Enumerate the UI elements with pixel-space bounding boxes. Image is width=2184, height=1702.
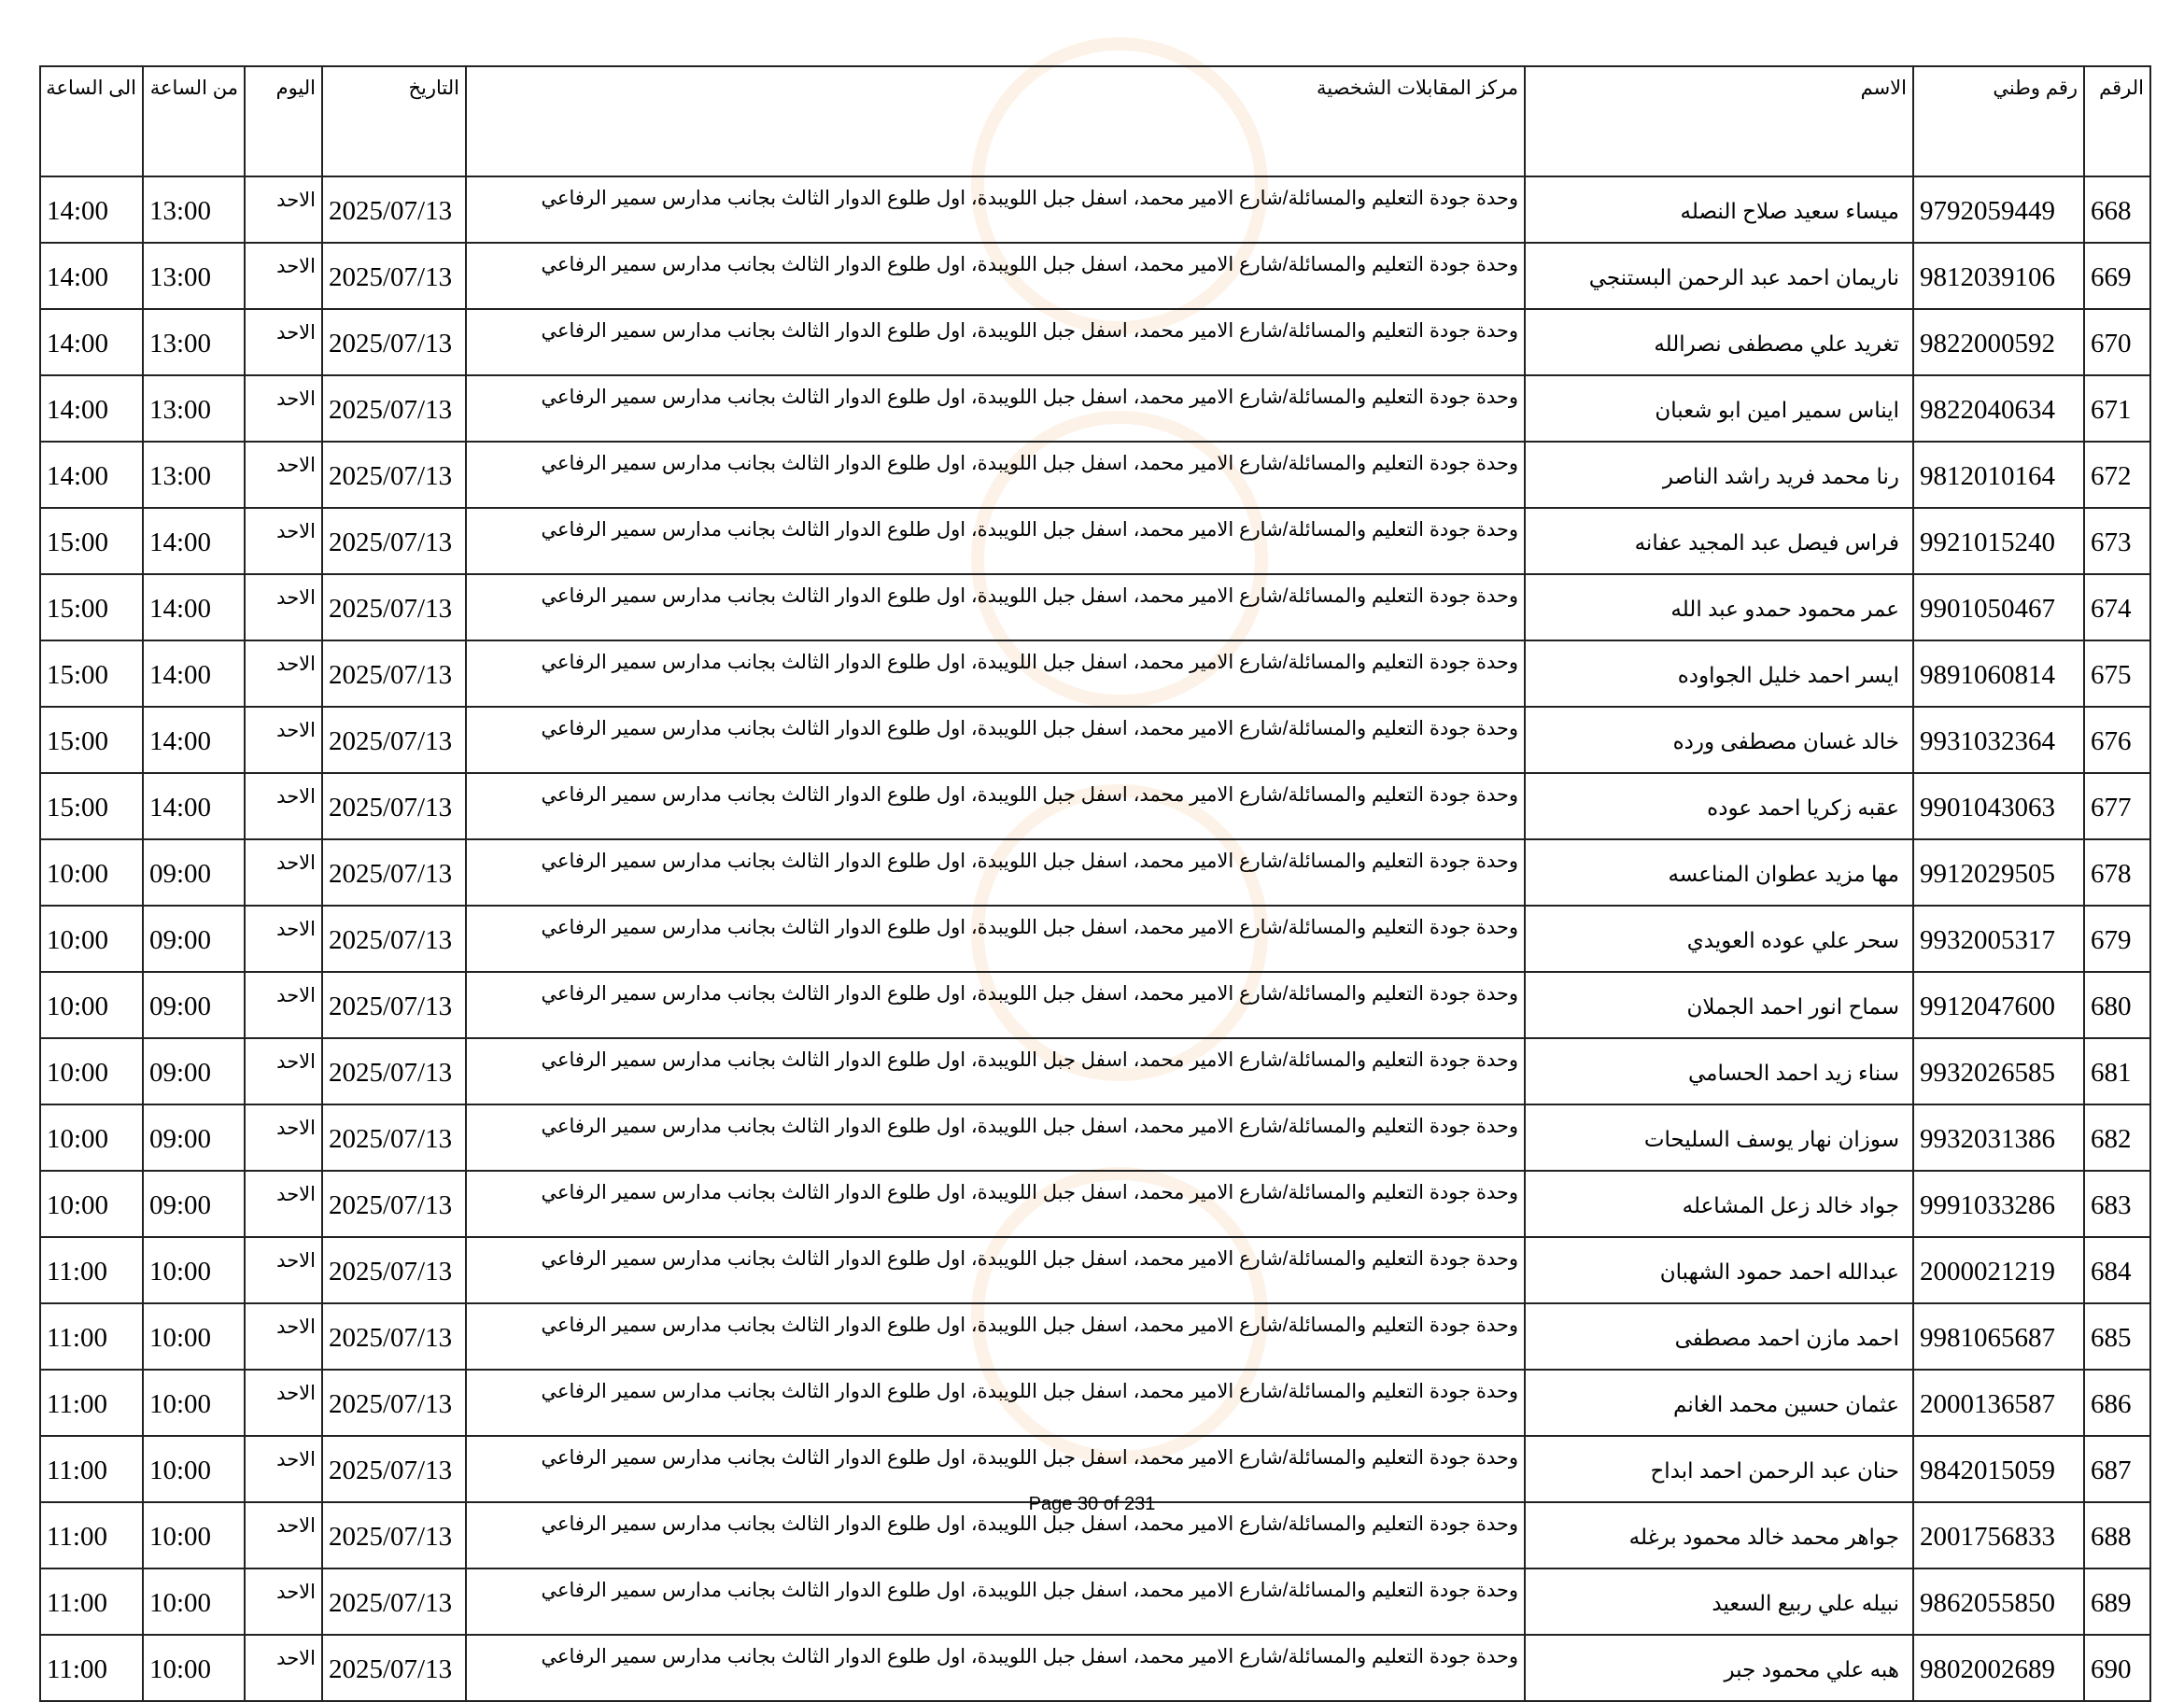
- row-number-cell: 674: [2084, 574, 2150, 640]
- interview-date-cell: 2025/07/13: [322, 1370, 466, 1436]
- to-time-cell: 14:00: [40, 375, 143, 442]
- interview-day-cell: الاحد: [245, 839, 322, 906]
- national-id-cell: 9932031386: [1913, 1104, 2084, 1171]
- row-number-cell: 668: [2084, 176, 2150, 243]
- table-row: [40, 707, 2150, 773]
- from-time-cell: 10:00: [143, 1635, 245, 1701]
- row-number-cell: 672: [2084, 442, 2150, 508]
- interview-date-cell: 2025/07/13: [322, 1171, 466, 1237]
- national-id-cell: 9812039106: [1913, 243, 2084, 309]
- to-time-cell: 10:00: [40, 839, 143, 906]
- header-to: الى الساعة: [40, 66, 143, 176]
- interview-date-cell: 2025/07/13: [322, 574, 466, 640]
- person-name-cell: عثمان حسين محمد الغانم: [1525, 1370, 1913, 1436]
- row-number-cell: 677: [2084, 773, 2150, 839]
- from-time-cell: 13:00: [143, 375, 245, 442]
- to-time-cell: 15:00: [40, 707, 143, 773]
- interview-center-cell: وحدة جودة التعليم والمسائلة/شارع الامير محمد، اسفل جبل اللويبدة، اول طلوع الدوار الثالث بجانب مدارس سمير الرفاعي: [466, 972, 1525, 1038]
- interview-day-cell: الاحد: [245, 508, 322, 574]
- from-time-cell: 13:00: [143, 309, 245, 375]
- national-id-cell: 9802002689: [1913, 1635, 2084, 1701]
- interview-center-cell: وحدة جودة التعليم والمسائلة/شارع الامير محمد، اسفل جبل اللويبدة، اول طلوع الدوار الثالث بجانب مدارس سمير الرفاعي: [466, 1635, 1525, 1701]
- row-number-cell: 684: [2084, 1237, 2150, 1303]
- national-id-cell: 9822040634: [1913, 375, 2084, 442]
- to-time-cell: 10:00: [40, 1038, 143, 1104]
- person-name-cell: سناء زيد احمد الحسامي: [1525, 1038, 1913, 1104]
- from-time-cell: 10:00: [143, 1568, 245, 1635]
- to-time-cell: 14:00: [40, 176, 143, 243]
- interview-date-cell: 2025/07/13: [322, 773, 466, 839]
- from-time-cell: 09:00: [143, 1038, 245, 1104]
- to-time-cell: 11:00: [40, 1370, 143, 1436]
- to-time-cell: 11:00: [40, 1635, 143, 1701]
- interview-date-cell: 2025/07/13: [322, 1237, 466, 1303]
- interview-center-cell: وحدة جودة التعليم والمسائلة/شارع الامير محمد، اسفل جبل اللويبدة، اول طلوع الدوار الثالث بجانب مدارس سمير الرفاعي: [466, 707, 1525, 773]
- person-name-cell: سماح انور احمد الجملان: [1525, 972, 1913, 1038]
- national-id-cell: 2001756833: [1913, 1502, 2084, 1568]
- table-row: [40, 442, 2150, 508]
- row-number-cell: 680: [2084, 972, 2150, 1038]
- table-row: [40, 1436, 2150, 1502]
- to-time-cell: 15:00: [40, 640, 143, 707]
- interview-date-cell: 2025/07/13: [322, 972, 466, 1038]
- page-number: Page 30 of 231: [1028, 1494, 1156, 1514]
- row-number-cell: 685: [2084, 1303, 2150, 1370]
- interview-center-cell: وحدة جودة التعليم والمسائلة/شارع الامير محمد، اسفل جبل اللويبدة، اول طلوع الدوار الثالث بجانب مدارس سمير الرفاعي: [466, 1038, 1525, 1104]
- interview-date-cell: 2025/07/13: [322, 1104, 466, 1171]
- interview-day-cell: الاحد: [245, 1171, 322, 1237]
- national-id-cell: 9912029505: [1913, 839, 2084, 906]
- table-body: [40, 176, 2150, 1701]
- to-time-cell: 14:00: [40, 309, 143, 375]
- interview-date-cell: 2025/07/13: [322, 906, 466, 972]
- row-number-cell: 676: [2084, 707, 2150, 773]
- table-row: [40, 1237, 2150, 1303]
- interview-center-cell: وحدة جودة التعليم والمسائلة/شارع الامير محمد، اسفل جبل اللويبدة، اول طلوع الدوار الثالث بجانب مدارس سمير الرفاعي: [466, 1502, 1525, 1568]
- national-id-cell: 9921015240: [1913, 508, 2084, 574]
- to-time-cell: 11:00: [40, 1237, 143, 1303]
- header-date: التاريخ: [322, 66, 466, 176]
- interview-day-cell: الاحد: [245, 640, 322, 707]
- interview-day-cell: الاحد: [245, 375, 322, 442]
- interview-center-cell: وحدة جودة التعليم والمسائلة/شارع الامير محمد، اسفل جبل اللويبدة، اول طلوع الدوار الثالث بجانب مدارس سمير الرفاعي: [466, 243, 1525, 309]
- person-name-cell: هبه علي محمود جبر: [1525, 1635, 1913, 1701]
- interview-center-cell: وحدة جودة التعليم والمسائلة/شارع الامير محمد، اسفل جبل اللويبدة، اول طلوع الدوار الثالث بجانب مدارس سمير الرفاعي: [466, 1370, 1525, 1436]
- row-number-cell: 687: [2084, 1436, 2150, 1502]
- row-number-cell: 669: [2084, 243, 2150, 309]
- person-name-cell: حنان عبد الرحمن احمد ابداح: [1525, 1436, 1913, 1502]
- interview-center-cell: وحدة جودة التعليم والمسائلة/شارع الامير محمد، اسفل جبل اللويبدة، اول طلوع الدوار الثالث بجانب مدارس سمير الرفاعي: [466, 1171, 1525, 1237]
- to-time-cell: 14:00: [40, 442, 143, 508]
- from-time-cell: 10:00: [143, 1436, 245, 1502]
- from-time-cell: 10:00: [143, 1303, 245, 1370]
- interview-date-cell: 2025/07/13: [322, 508, 466, 574]
- to-time-cell: 10:00: [40, 906, 143, 972]
- from-time-cell: 09:00: [143, 1104, 245, 1171]
- from-time-cell: 14:00: [143, 773, 245, 839]
- from-time-cell: 10:00: [143, 1370, 245, 1436]
- row-number-cell: 683: [2084, 1171, 2150, 1237]
- interview-day-cell: الاحد: [245, 707, 322, 773]
- from-time-cell: 14:00: [143, 508, 245, 574]
- person-name-cell: مها مزيد عطوان المناعسه: [1525, 839, 1913, 906]
- interview-day-cell: الاحد: [245, 906, 322, 972]
- interview-date-cell: 2025/07/13: [322, 640, 466, 707]
- from-time-cell: 10:00: [143, 1237, 245, 1303]
- person-name-cell: ايناس سمير امين ابو شعبان: [1525, 375, 1913, 442]
- national-id-cell: 9792059449: [1913, 176, 2084, 243]
- interview-center-cell: وحدة جودة التعليم والمسائلة/شارع الامير محمد، اسفل جبل اللويبدة، اول طلوع الدوار الثالث بجانب مدارس سمير الرفاعي: [466, 574, 1525, 640]
- interview-day-cell: الاحد: [245, 243, 322, 309]
- person-name-cell: ميساء سعيد صلاح النصله: [1525, 176, 1913, 243]
- interview-day-cell: الاحد: [245, 1038, 322, 1104]
- to-time-cell: 10:00: [40, 972, 143, 1038]
- person-name-cell: تغريد علي مصطفى نصرالله: [1525, 309, 1913, 375]
- interview-center-cell: وحدة جودة التعليم والمسائلة/شارع الامير محمد، اسفل جبل اللويبدة، اول طلوع الدوار الثالث بجانب مدارس سمير الرفاعي: [466, 1237, 1525, 1303]
- interview-day-cell: الاحد: [245, 1303, 322, 1370]
- interview-date-cell: 2025/07/13: [322, 1502, 466, 1568]
- person-name-cell: سوزان نهار يوسف السليحات: [1525, 1104, 1913, 1171]
- interview-day-cell: الاحد: [245, 574, 322, 640]
- row-number-cell: 688: [2084, 1502, 2150, 1568]
- from-time-cell: 13:00: [143, 176, 245, 243]
- person-name-cell: احمد مازن احمد مصطفى: [1525, 1303, 1913, 1370]
- interview-center-cell: وحدة جودة التعليم والمسائلة/شارع الامير محمد، اسفل جبل اللويبدة، اول طلوع الدوار الثالث بجانب مدارس سمير الرفاعي: [466, 375, 1525, 442]
- interview-date-cell: 2025/07/13: [322, 243, 466, 309]
- interview-date-cell: 2025/07/13: [322, 1635, 466, 1701]
- table-row: [40, 1635, 2150, 1701]
- person-name-cell: عقبه زكريا احمد عوده: [1525, 773, 1913, 839]
- interview-day-cell: الاحد: [245, 1237, 322, 1303]
- person-name-cell: خالد غسان مصطفى ورده: [1525, 707, 1913, 773]
- row-number-cell: 689: [2084, 1568, 2150, 1635]
- table-row: [40, 1568, 2150, 1635]
- table-row: [40, 906, 2150, 972]
- interview-date-cell: 2025/07/13: [322, 1436, 466, 1502]
- interview-day-cell: الاحد: [245, 442, 322, 508]
- from-time-cell: 09:00: [143, 1171, 245, 1237]
- interview-date-cell: 2025/07/13: [322, 176, 466, 243]
- national-id-cell: 9912047600: [1913, 972, 2084, 1038]
- table-row: [40, 839, 2150, 906]
- interview-day-cell: الاحد: [245, 309, 322, 375]
- row-number-cell: 671: [2084, 375, 2150, 442]
- header-from: من الساعة: [143, 66, 245, 176]
- table-row: [40, 1303, 2150, 1370]
- header-name: الاسم: [1525, 66, 1913, 176]
- national-id-cell: 9862055850: [1913, 1568, 2084, 1635]
- national-id-cell: 9891060814: [1913, 640, 2084, 707]
- interview-date-cell: 2025/07/13: [322, 839, 466, 906]
- header-national-id: رقم وطني: [1913, 66, 2084, 176]
- table-row: [40, 1038, 2150, 1104]
- interview-center-cell: وحدة جودة التعليم والمسائلة/شارع الامير محمد، اسفل جبل اللويبدة، اول طلوع الدوار الثالث بجانب مدارس سمير الرفاعي: [466, 1303, 1525, 1370]
- interview-center-cell: وحدة جودة التعليم والمسائلة/شارع الامير محمد، اسفل جبل اللويبدة، اول طلوع الدوار الثالث بجانب مدارس سمير الرفاعي: [466, 442, 1525, 508]
- person-name-cell: سحر علي عوده العويدي: [1525, 906, 1913, 972]
- to-time-cell: 10:00: [40, 1104, 143, 1171]
- national-id-cell: 9932005317: [1913, 906, 2084, 972]
- from-time-cell: 14:00: [143, 574, 245, 640]
- interview-date-cell: 2025/07/13: [322, 442, 466, 508]
- national-id-cell: 9842015059: [1913, 1436, 2084, 1502]
- interview-date-cell: 2025/07/13: [322, 309, 466, 375]
- header-num: الرقم: [2084, 66, 2150, 176]
- to-time-cell: 10:00: [40, 1171, 143, 1237]
- interview-day-cell: الاحد: [245, 176, 322, 243]
- interview-center-cell: وحدة جودة التعليم والمسائلة/شارع الامير محمد، اسفل جبل اللويبدة، اول طلوع الدوار الثالث بجانب مدارس سمير الرفاعي: [466, 508, 1525, 574]
- from-time-cell: 14:00: [143, 640, 245, 707]
- interview-day-cell: الاحد: [245, 1568, 322, 1635]
- national-id-cell: 9981065687: [1913, 1303, 2084, 1370]
- row-number-cell: 675: [2084, 640, 2150, 707]
- interview-date-cell: 2025/07/13: [322, 375, 466, 442]
- to-time-cell: 15:00: [40, 773, 143, 839]
- from-time-cell: 13:00: [143, 243, 245, 309]
- table-row: [40, 1171, 2150, 1237]
- table-row: [40, 773, 2150, 839]
- person-name-cell: جواهر محمد خالد محمود برغله: [1525, 1502, 1913, 1568]
- person-name-cell: رنا محمد فريد راشد الناصر: [1525, 442, 1913, 508]
- row-number-cell: 679: [2084, 906, 2150, 972]
- interview-day-cell: الاحد: [245, 1104, 322, 1171]
- national-id-cell: 9932026585: [1913, 1038, 2084, 1104]
- person-name-cell: فراس فيصل عبد المجيد عفانه: [1525, 508, 1913, 574]
- table-row: [40, 1104, 2150, 1171]
- table-row: [40, 972, 2150, 1038]
- table-row: [40, 640, 2150, 707]
- interview-center-cell: وحدة جودة التعليم والمسائلة/شارع الامير محمد، اسفل جبل اللويبدة، اول طلوع الدوار الثالث بجانب مدارس سمير الرفاعي: [466, 906, 1525, 972]
- to-time-cell: 11:00: [40, 1502, 143, 1568]
- interview-day-cell: الاحد: [245, 1635, 322, 1701]
- table-row: [40, 508, 2150, 574]
- to-time-cell: 11:00: [40, 1303, 143, 1370]
- interview-center-cell: وحدة جودة التعليم والمسائلة/شارع الامير محمد، اسفل جبل اللويبدة، اول طلوع الدوار الثالث بجانب مدارس سمير الرفاعي: [466, 640, 1525, 707]
- from-time-cell: 09:00: [143, 972, 245, 1038]
- from-time-cell: 10:00: [143, 1502, 245, 1568]
- interview-day-cell: الاحد: [245, 1436, 322, 1502]
- national-id-cell: 9991033286: [1913, 1171, 2084, 1237]
- person-name-cell: ايسر احمد خليل الجواوده: [1525, 640, 1913, 707]
- interview-date-cell: 2025/07/13: [322, 1038, 466, 1104]
- interview-date-cell: 2025/07/13: [322, 1568, 466, 1635]
- to-time-cell: 15:00: [40, 508, 143, 574]
- interview-center-cell: وحدة جودة التعليم والمسائلة/شارع الامير محمد، اسفل جبل اللويبدة، اول طلوع الدوار الثالث بجانب مدارس سمير الرفاعي: [466, 1568, 1525, 1635]
- national-id-cell: 9812010164: [1913, 442, 2084, 508]
- table-row: [40, 309, 2150, 375]
- interview-center-cell: وحدة جودة التعليم والمسائلة/شارع الامير محمد، اسفل جبل اللويبدة، اول طلوع الدوار الثالث بجانب مدارس سمير الرفاعي: [466, 1104, 1525, 1171]
- from-time-cell: 13:00: [143, 442, 245, 508]
- interview-date-cell: 2025/07/13: [322, 707, 466, 773]
- interview-center-cell: وحدة جودة التعليم والمسائلة/شارع الامير محمد، اسفل جبل اللويبدة، اول طلوع الدوار الثالث بجانب مدارس سمير الرفاعي: [466, 176, 1525, 243]
- to-time-cell: 15:00: [40, 574, 143, 640]
- person-name-cell: ناريمان احمد عبد الرحمن البستنجي: [1525, 243, 1913, 309]
- row-number-cell: 681: [2084, 1038, 2150, 1104]
- from-time-cell: 14:00: [143, 707, 245, 773]
- person-name-cell: عمر محمود حمدو عبد الله: [1525, 574, 1913, 640]
- row-number-cell: 690: [2084, 1635, 2150, 1701]
- header-center: مركز المقابلات الشخصية: [466, 66, 1525, 176]
- to-time-cell: 11:00: [40, 1568, 143, 1635]
- interview-schedule-table: [39, 65, 2151, 1702]
- national-id-cell: 2000021219: [1913, 1237, 2084, 1303]
- interview-day-cell: الاحد: [245, 972, 322, 1038]
- row-number-cell: 678: [2084, 839, 2150, 906]
- person-name-cell: نبيله علي ربيع السعيد: [1525, 1568, 1913, 1635]
- person-name-cell: جواد خالد زعل المشاعله: [1525, 1171, 1913, 1237]
- national-id-cell: 9822000592: [1913, 309, 2084, 375]
- interview-center-cell: وحدة جودة التعليم والمسائلة/شارع الامير محمد، اسفل جبل اللويبدة، اول طلوع الدوار الثالث بجانب مدارس سمير الرفاعي: [466, 839, 1525, 906]
- row-number-cell: 682: [2084, 1104, 2150, 1171]
- interview-day-cell: الاحد: [245, 1370, 322, 1436]
- header-row: [40, 66, 2150, 176]
- table-row: [40, 574, 2150, 640]
- interview-day-cell: الاحد: [245, 773, 322, 839]
- row-number-cell: 673: [2084, 508, 2150, 574]
- national-id-cell: 9931032364: [1913, 707, 2084, 773]
- header-day: اليوم: [245, 66, 322, 176]
- interview-center-cell: وحدة جودة التعليم والمسائلة/شارع الامير محمد، اسفل جبل اللويبدة، اول طلوع الدوار الثالث بجانب مدارس سمير الرفاعي: [466, 1436, 1525, 1502]
- person-name-cell: عبدالله احمد حمود الشهبان: [1525, 1237, 1913, 1303]
- national-id-cell: 9901043063: [1913, 773, 2084, 839]
- interview-day-cell: الاحد: [245, 1502, 322, 1568]
- row-number-cell: 670: [2084, 309, 2150, 375]
- from-time-cell: 09:00: [143, 839, 245, 906]
- national-id-cell: 2000136587: [1913, 1370, 2084, 1436]
- interview-date-cell: 2025/07/13: [322, 1303, 466, 1370]
- interview-center-cell: وحدة جودة التعليم والمسائلة/شارع الامير محمد، اسفل جبل اللويبدة، اول طلوع الدوار الثالث بجانب مدارس سمير الرفاعي: [466, 773, 1525, 839]
- interview-center-cell: وحدة جودة التعليم والمسائلة/شارع الامير محمد، اسفل جبل اللويبدة، اول طلوع الدوار الثالث بجانب مدارس سمير الرفاعي: [466, 309, 1525, 375]
- row-number-cell: 686: [2084, 1370, 2150, 1436]
- to-time-cell: 11:00: [40, 1436, 143, 1502]
- table-row: [40, 176, 2150, 243]
- table-row: [40, 243, 2150, 309]
- table-row: [40, 1370, 2150, 1436]
- from-time-cell: 09:00: [143, 906, 245, 972]
- table-row: [40, 375, 2150, 442]
- national-id-cell: 9901050467: [1913, 574, 2084, 640]
- to-time-cell: 14:00: [40, 243, 143, 309]
